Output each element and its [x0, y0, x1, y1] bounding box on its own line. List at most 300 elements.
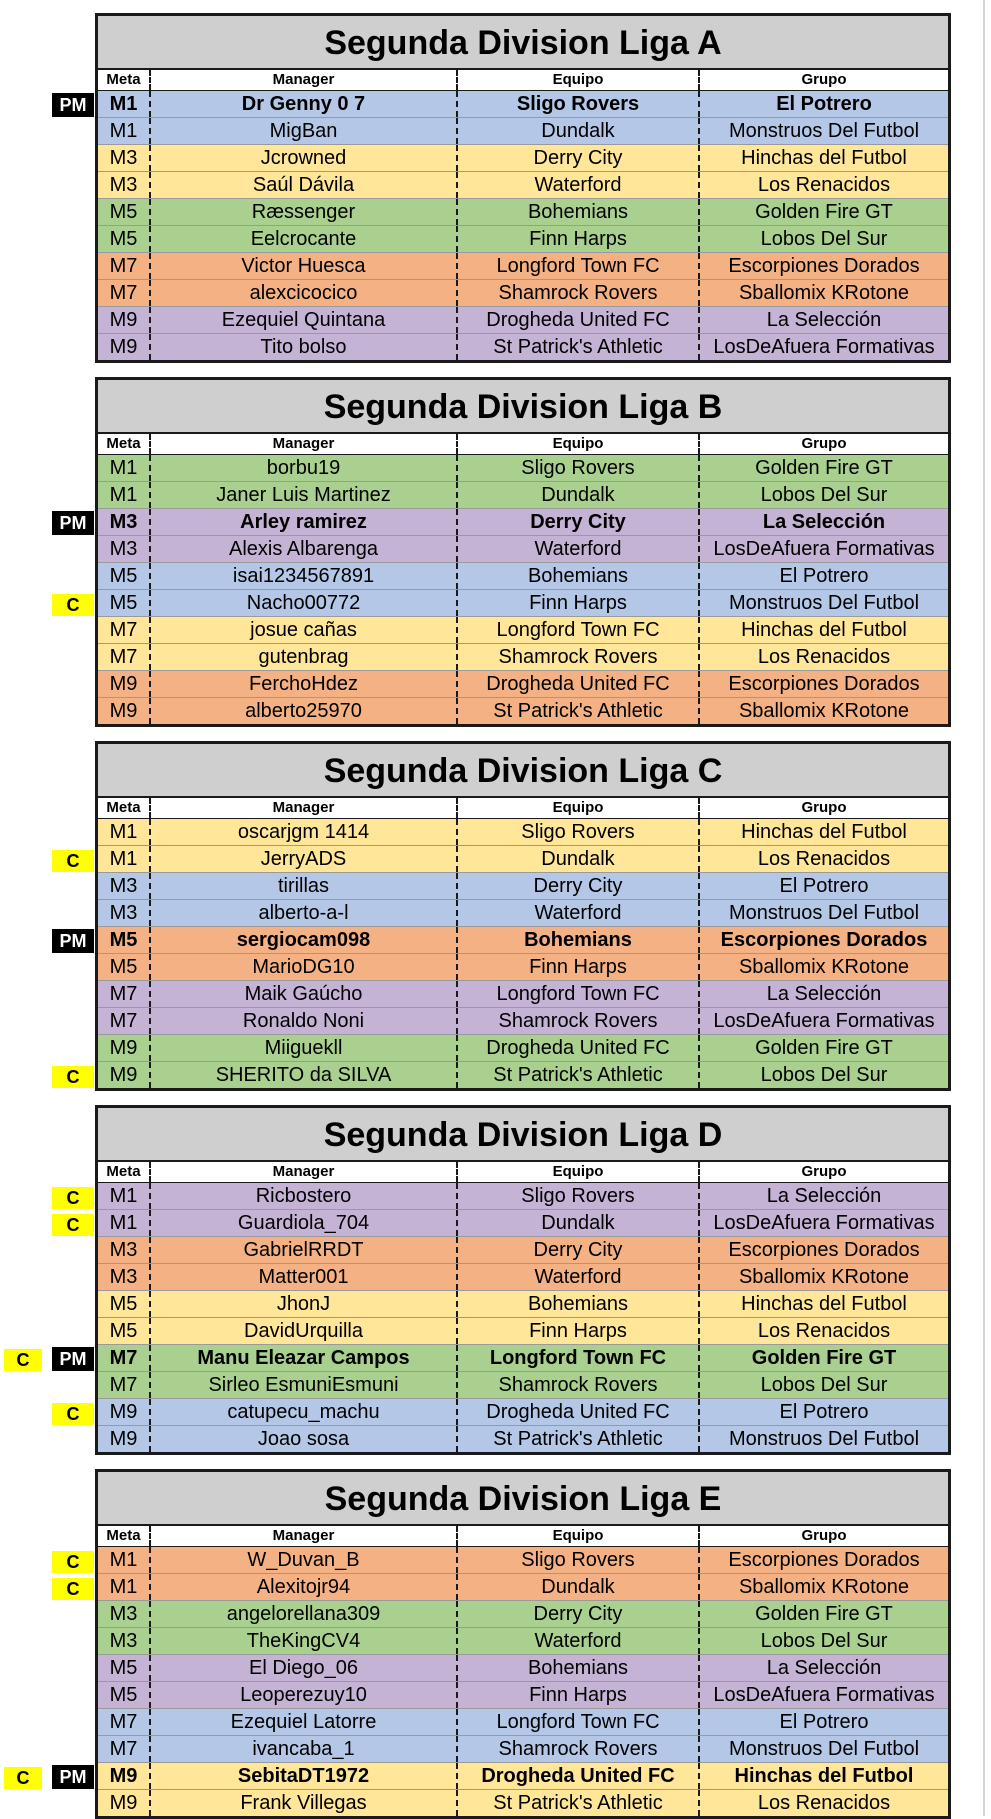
league-section-e: [0, 1469, 991, 1814]
manager-cell: Saúl Dávila: [151, 172, 458, 198]
meta-cell: M1: [98, 1183, 151, 1209]
meta-cell: M3: [98, 1628, 151, 1654]
grupo-cell: Golden Fire GT: [755, 457, 893, 479]
equipo-cell: Derry City: [458, 1601, 700, 1627]
manager-cell: JhonJ: [151, 1291, 458, 1317]
table-row: [98, 280, 948, 307]
manager-cell: Alexis Albarenga: [151, 536, 458, 562]
equipo-cell: Longford Town FC: [458, 981, 700, 1007]
manager-cell: MigBan: [151, 118, 458, 144]
table-row: [98, 1183, 948, 1210]
table-header-row: [98, 434, 948, 455]
meta-cell: M1: [98, 482, 151, 508]
manager-cell: Miiguekll: [151, 1035, 458, 1061]
manager-column-header: Manager: [151, 798, 458, 818]
table-row: [98, 1426, 948, 1452]
table-row: [98, 1291, 948, 1318]
equipo-cell: Waterford: [458, 1628, 700, 1654]
grupo-cell: Escorpiones Dorados: [720, 929, 928, 951]
manager-cell: Janer Luis Martinez: [151, 482, 458, 508]
grupo-cell: Monstruos Del Futbol: [728, 592, 920, 614]
table-header-row: [98, 798, 948, 819]
meta-cell: M9: [98, 671, 151, 697]
pm-badge: PM: [52, 511, 94, 535]
equipo-cell: Shamrock Rovers: [458, 280, 700, 306]
equipo-cell: Drogheda United FC: [458, 1399, 700, 1425]
row-markers: [0, 1400, 95, 1426]
grupo-cell: Escorpiones Dorados: [728, 1239, 920, 1261]
manager-cell: catupecu_machu: [151, 1399, 458, 1425]
table-row: [98, 226, 948, 253]
table-row: [98, 1210, 948, 1237]
equipo-cell: Bohemians: [458, 1291, 700, 1317]
equipo-cell: Waterford: [458, 172, 700, 198]
meta-column-header: Meta: [98, 1526, 151, 1546]
equipo-cell: St Patrick's Athletic: [458, 1426, 700, 1452]
manager-cell: SebitaDT1972: [151, 1763, 458, 1789]
pm-badge: PM: [52, 929, 94, 953]
manager-cell: sergiocam098: [151, 927, 458, 953]
meta-cell: M7: [98, 1008, 151, 1034]
meta-cell: M1: [98, 118, 151, 144]
grupo-cell: Monstruos Del Futbol: [728, 902, 920, 924]
meta-cell: M9: [98, 1035, 151, 1061]
equipo-cell: Derry City: [458, 1237, 700, 1263]
table-row: [98, 307, 948, 334]
table-header-row: [98, 1162, 948, 1183]
manager-cell: gutenbrag: [151, 644, 458, 670]
pm-badge: PM: [52, 93, 94, 117]
grupo-cell: Los Renacidos: [757, 646, 891, 668]
meta-cell: M7: [98, 1345, 151, 1371]
meta-cell: M7: [98, 1736, 151, 1762]
captain-badge: C: [52, 1403, 94, 1425]
grupo-cell: Lobos Del Sur: [760, 1630, 888, 1652]
equipo-cell: Longford Town FC: [458, 1345, 700, 1371]
manager-cell: El Diego_06: [151, 1655, 458, 1681]
equipo-cell: Longford Town FC: [458, 1709, 700, 1735]
league-title: Segunda Division Liga B: [98, 380, 948, 434]
row-markers: [0, 591, 95, 617]
table-row: [98, 334, 948, 360]
table-row: [98, 846, 948, 873]
meta-cell: M3: [98, 145, 151, 171]
equipo-column-header: Equipo: [458, 1526, 700, 1546]
table-row: [98, 617, 948, 644]
league-table: [95, 1105, 951, 1455]
equipo-cell: Finn Harps: [458, 226, 700, 252]
league-table: [95, 377, 951, 727]
equipo-cell: St Patrick's Athletic: [458, 1790, 700, 1816]
meta-cell: M1: [98, 1210, 151, 1236]
grupo-cell: Los Renacidos: [757, 174, 891, 196]
manager-cell: Arley ramirez: [151, 509, 458, 535]
equipo-cell: Dundalk: [458, 1210, 700, 1236]
manager-cell: Maik Gaúcho: [151, 981, 458, 1007]
equipo-cell: Sligo Rovers: [458, 1547, 700, 1573]
meta-cell: M9: [98, 1790, 151, 1816]
grupo-cell: La Selección: [766, 1185, 882, 1207]
captain-badge: C: [52, 1066, 94, 1088]
grupo-cell: Los Renacidos: [757, 1792, 891, 1814]
league-section-c: [0, 741, 991, 1087]
meta-cell: M7: [98, 617, 151, 643]
manager-cell: JerryADS: [151, 846, 458, 872]
pm-badge: PM: [52, 1765, 94, 1789]
table-row: [98, 1736, 948, 1763]
manager-cell: Jcrowned: [151, 145, 458, 171]
grupo-cell: Golden Fire GT: [755, 1603, 893, 1625]
manager-cell: Ronaldo Noni: [151, 1008, 458, 1034]
league-section-a: [0, 13, 991, 358]
grupo-cell: Escorpiones Dorados: [728, 255, 920, 277]
table-row: [98, 1062, 948, 1088]
table-row: [98, 1399, 948, 1426]
table-header-row: [98, 1526, 948, 1547]
league-title: Segunda Division Liga C: [98, 744, 948, 798]
manager-column-header: Manager: [151, 434, 458, 454]
grupo-cell: El Potrero: [779, 875, 869, 897]
meta-cell: M3: [98, 1264, 151, 1290]
table-row: [98, 981, 948, 1008]
manager-cell: borbu19: [151, 455, 458, 481]
grupo-cell: Lobos Del Sur: [760, 484, 888, 506]
table-header-row: [98, 70, 948, 91]
grupo-column-header: Grupo: [801, 1527, 847, 1544]
meta-cell: M7: [98, 253, 151, 279]
grupo-cell: LosDeAfuera Formativas: [713, 1684, 935, 1706]
row-markers: [0, 92, 95, 118]
meta-cell: M9: [98, 698, 151, 724]
manager-cell: Joao sosa: [151, 1426, 458, 1452]
manager-cell: Ricbostero: [151, 1183, 458, 1209]
table-row: [98, 455, 948, 482]
row-markers: [0, 1548, 95, 1574]
table-row: [98, 1790, 948, 1816]
meta-cell: M7: [98, 644, 151, 670]
meta-column-header: Meta: [98, 434, 151, 454]
table-row: [98, 1318, 948, 1345]
manager-cell: alberto-a-l: [151, 900, 458, 926]
equipo-cell: Sligo Rovers: [458, 819, 700, 845]
meta-cell: M1: [98, 1547, 151, 1573]
grupo-cell: Los Renacidos: [757, 1320, 891, 1342]
table-row: [98, 1682, 948, 1709]
table-row: [98, 1574, 948, 1601]
manager-cell: Victor Huesca: [151, 253, 458, 279]
meta-column-header: Meta: [98, 798, 151, 818]
grupo-cell: El Potrero: [776, 93, 872, 115]
grupo-column-header: Grupo: [801, 71, 847, 88]
meta-cell: M5: [98, 1682, 151, 1708]
equipo-cell: Drogheda United FC: [458, 307, 700, 333]
grupo-column-header: Grupo: [801, 799, 847, 816]
equipo-cell: Shamrock Rovers: [458, 1008, 700, 1034]
manager-cell: ivancaba_1: [151, 1736, 458, 1762]
equipo-column-header: Equipo: [458, 70, 700, 90]
table-row: [98, 199, 948, 226]
meta-cell: M9: [98, 307, 151, 333]
league-title: Segunda Division Liga E: [98, 1472, 948, 1526]
table-row: [98, 172, 948, 199]
league-section-d: [0, 1105, 991, 1450]
table-row: [98, 900, 948, 927]
equipo-cell: Drogheda United FC: [458, 671, 700, 697]
captain-badge: C: [52, 1578, 94, 1600]
table-row: [98, 954, 948, 981]
meta-cell: M5: [98, 1291, 151, 1317]
manager-cell: GabrielRRDT: [151, 1237, 458, 1263]
row-markers: [0, 1764, 95, 1790]
meta-cell: M9: [98, 1399, 151, 1425]
manager-cell: Manu Eleazar Campos: [151, 1345, 458, 1371]
meta-cell: M9: [98, 1426, 151, 1452]
manager-cell: FerchoHdez: [151, 671, 458, 697]
table-row: [98, 1709, 948, 1736]
row-markers: [0, 1063, 95, 1089]
grupo-cell: LosDeAfuera Formativas: [713, 1212, 935, 1234]
manager-cell: alberto25970: [151, 698, 458, 724]
grupo-cell: Hinchas del Futbol: [741, 619, 907, 641]
manager-cell: Ezequiel Latorre: [151, 1709, 458, 1735]
meta-cell: M5: [98, 1318, 151, 1344]
manager-column-header: Manager: [151, 1526, 458, 1546]
league-table: [95, 13, 951, 363]
table-row: [98, 91, 948, 118]
equipo-cell: Bohemians: [458, 927, 700, 953]
table-row: [98, 1655, 948, 1682]
meta-cell: M7: [98, 1372, 151, 1398]
meta-cell: M7: [98, 280, 151, 306]
table-row: [98, 1345, 948, 1372]
equipo-cell: Derry City: [458, 509, 700, 535]
grupo-cell: La Selección: [766, 983, 882, 1005]
table-row: [98, 927, 948, 954]
table-row: [98, 644, 948, 671]
captain-badge: C: [52, 1187, 94, 1209]
equipo-column-header: Equipo: [458, 1162, 700, 1182]
equipo-cell: Derry City: [458, 873, 700, 899]
equipo-cell: Shamrock Rovers: [458, 644, 700, 670]
grupo-cell: Monstruos Del Futbol: [728, 1428, 920, 1450]
manager-column-header: Manager: [151, 70, 458, 90]
row-markers: [0, 1575, 95, 1601]
meta-cell: M1: [98, 91, 151, 117]
grupo-cell: El Potrero: [779, 565, 869, 587]
grupo-cell: Golden Fire GT: [755, 1037, 893, 1059]
equipo-column-header: Equipo: [458, 798, 700, 818]
grupo-cell: Sballomix KRotone: [738, 1266, 910, 1288]
meta-cell: M9: [98, 334, 151, 360]
table-row: [98, 1264, 948, 1291]
equipo-cell: Derry City: [458, 145, 700, 171]
table-row: [98, 1763, 948, 1790]
equipo-cell: Shamrock Rovers: [458, 1736, 700, 1762]
equipo-cell: Sligo Rovers: [458, 91, 700, 117]
manager-cell: alexcicocico: [151, 280, 458, 306]
meta-cell: M5: [98, 1655, 151, 1681]
equipo-cell: Dundalk: [458, 118, 700, 144]
table-row: [98, 698, 948, 724]
meta-cell: M1: [98, 455, 151, 481]
equipo-cell: St Patrick's Athletic: [458, 334, 700, 360]
equipo-cell: Dundalk: [458, 1574, 700, 1600]
manager-cell: Nacho00772: [151, 590, 458, 616]
table-row: [98, 145, 948, 172]
table-row: [98, 118, 948, 145]
meta-cell: M5: [98, 590, 151, 616]
meta-cell: M1: [98, 819, 151, 845]
manager-cell: isai1234567891: [151, 563, 458, 589]
table-row: [98, 482, 948, 509]
table-row: [98, 590, 948, 617]
row-markers: [0, 847, 95, 873]
table-row: [98, 1008, 948, 1035]
equipo-cell: Longford Town FC: [458, 253, 700, 279]
meta-cell: M3: [98, 900, 151, 926]
meta-cell: M7: [98, 1709, 151, 1735]
manager-cell: josue cañas: [151, 617, 458, 643]
grupo-cell: El Potrero: [779, 1401, 869, 1423]
meta-cell: M5: [98, 226, 151, 252]
grupo-cell: Sballomix KRotone: [738, 700, 910, 722]
table-row: [98, 1035, 948, 1062]
manager-cell: DavidUrquilla: [151, 1318, 458, 1344]
grupo-cell: Sballomix KRotone: [738, 956, 910, 978]
table-row: [98, 819, 948, 846]
equipo-cell: Bohemians: [458, 1655, 700, 1681]
grupo-cell: Sballomix KRotone: [738, 1576, 910, 1598]
grupo-cell: La Selección: [762, 511, 886, 533]
manager-cell: oscarjgm 1414: [151, 819, 458, 845]
equipo-cell: Longford Town FC: [458, 617, 700, 643]
grupo-cell: LosDeAfuera Formativas: [713, 336, 935, 358]
table-row: [98, 1601, 948, 1628]
equipo-cell: Drogheda United FC: [458, 1763, 700, 1789]
manager-cell: Guardiola_704: [151, 1210, 458, 1236]
meta-cell: M5: [98, 199, 151, 225]
table-row: [98, 563, 948, 590]
captain-badge: C: [52, 1551, 94, 1573]
meta-cell: M3: [98, 1237, 151, 1263]
meta-cell: M5: [98, 563, 151, 589]
meta-cell: M3: [98, 536, 151, 562]
equipo-cell: Drogheda United FC: [458, 1035, 700, 1061]
manager-cell: Ezequiel Quintana: [151, 307, 458, 333]
grupo-cell: Lobos Del Sur: [760, 1374, 888, 1396]
manager-cell: TheKingCV4: [151, 1628, 458, 1654]
manager-column-header: Manager: [151, 1162, 458, 1182]
grupo-cell: Lobos Del Sur: [760, 1064, 888, 1086]
meta-cell: M3: [98, 509, 151, 535]
grupo-cell: Golden Fire GT: [755, 201, 893, 223]
table-row: [98, 1372, 948, 1399]
manager-cell: Leoperezuy10: [151, 1682, 458, 1708]
meta-cell: M9: [98, 1062, 151, 1088]
manager-cell: Sirleo EsmuniEsmuni: [151, 1372, 458, 1398]
meta-cell: M1: [98, 1574, 151, 1600]
row-markers: [0, 928, 95, 954]
grupo-cell: Monstruos Del Futbol: [728, 120, 920, 142]
equipo-cell: Finn Harps: [458, 954, 700, 980]
pm-badge: PM: [52, 1347, 94, 1371]
grupo-cell: Escorpiones Dorados: [728, 673, 920, 695]
equipo-cell: St Patrick's Athletic: [458, 1062, 700, 1088]
row-markers: [0, 510, 95, 536]
grupo-cell: Hinchas del Futbol: [741, 821, 907, 843]
table-row: [98, 509, 948, 536]
manager-cell: Tito bolso: [151, 334, 458, 360]
grupo-cell: Escorpiones Dorados: [728, 1549, 920, 1571]
equipo-cell: Dundalk: [458, 846, 700, 872]
manager-cell: Alexitojr94: [151, 1574, 458, 1600]
captain-badge: C: [52, 594, 94, 616]
meta-cell: M3: [98, 1601, 151, 1627]
meta-cell: M9: [98, 1763, 151, 1789]
grupo-cell: LosDeAfuera Formativas: [713, 1010, 935, 1032]
captain-badge: C: [4, 1767, 42, 1789]
manager-cell: Eelcrocante: [151, 226, 458, 252]
table-row: [98, 1547, 948, 1574]
table-row: [98, 253, 948, 280]
row-markers: [0, 1211, 95, 1237]
manager-cell: SHERITO da SILVA: [151, 1062, 458, 1088]
manager-cell: tirillas: [151, 873, 458, 899]
equipo-cell: Waterford: [458, 900, 700, 926]
equipo-column-header: Equipo: [458, 434, 700, 454]
equipo-cell: Finn Harps: [458, 1682, 700, 1708]
manager-cell: MarioDG10: [151, 954, 458, 980]
grupo-cell: La Selección: [766, 309, 882, 331]
grupo-cell: Hinchas del Futbol: [734, 1765, 914, 1787]
manager-cell: Matter001: [151, 1264, 458, 1290]
league-title: Segunda Division Liga D: [98, 1108, 948, 1162]
grupo-cell: Lobos Del Sur: [760, 228, 888, 250]
equipo-cell: Waterford: [458, 536, 700, 562]
meta-cell: M7: [98, 981, 151, 1007]
grupo-column-header: Grupo: [801, 435, 847, 452]
grupo-cell: Los Renacidos: [757, 848, 891, 870]
meta-cell: M1: [98, 846, 151, 872]
row-markers: [0, 1346, 95, 1372]
manager-cell: angelorellana309: [151, 1601, 458, 1627]
equipo-cell: Sligo Rovers: [458, 1183, 700, 1209]
meta-cell: M5: [98, 927, 151, 953]
league-title: Segunda Division Liga A: [98, 16, 948, 70]
grupo-cell: El Potrero: [779, 1711, 869, 1733]
manager-cell: Dr Genny 0 7: [151, 91, 458, 117]
grupo-cell: LosDeAfuera Formativas: [713, 538, 935, 560]
captain-badge: C: [52, 1214, 94, 1236]
equipo-cell: Shamrock Rovers: [458, 1372, 700, 1398]
grupo-cell: La Selección: [766, 1657, 882, 1679]
equipo-cell: Bohemians: [458, 199, 700, 225]
equipo-cell: St Patrick's Athletic: [458, 698, 700, 724]
meta-column-header: Meta: [98, 1162, 151, 1182]
equipo-cell: Finn Harps: [458, 590, 700, 616]
captain-badge: C: [52, 850, 94, 872]
grupo-column-header: Grupo: [801, 1163, 847, 1180]
meta-cell: M3: [98, 172, 151, 198]
table-row: [98, 873, 948, 900]
equipo-cell: Sligo Rovers: [458, 455, 700, 481]
league-table: [95, 1469, 951, 1819]
row-markers: [0, 1184, 95, 1210]
table-row: [98, 671, 948, 698]
equipo-cell: Waterford: [458, 1264, 700, 1290]
grupo-cell: Monstruos Del Futbol: [728, 1738, 920, 1760]
grupo-cell: Sballomix KRotone: [738, 282, 910, 304]
